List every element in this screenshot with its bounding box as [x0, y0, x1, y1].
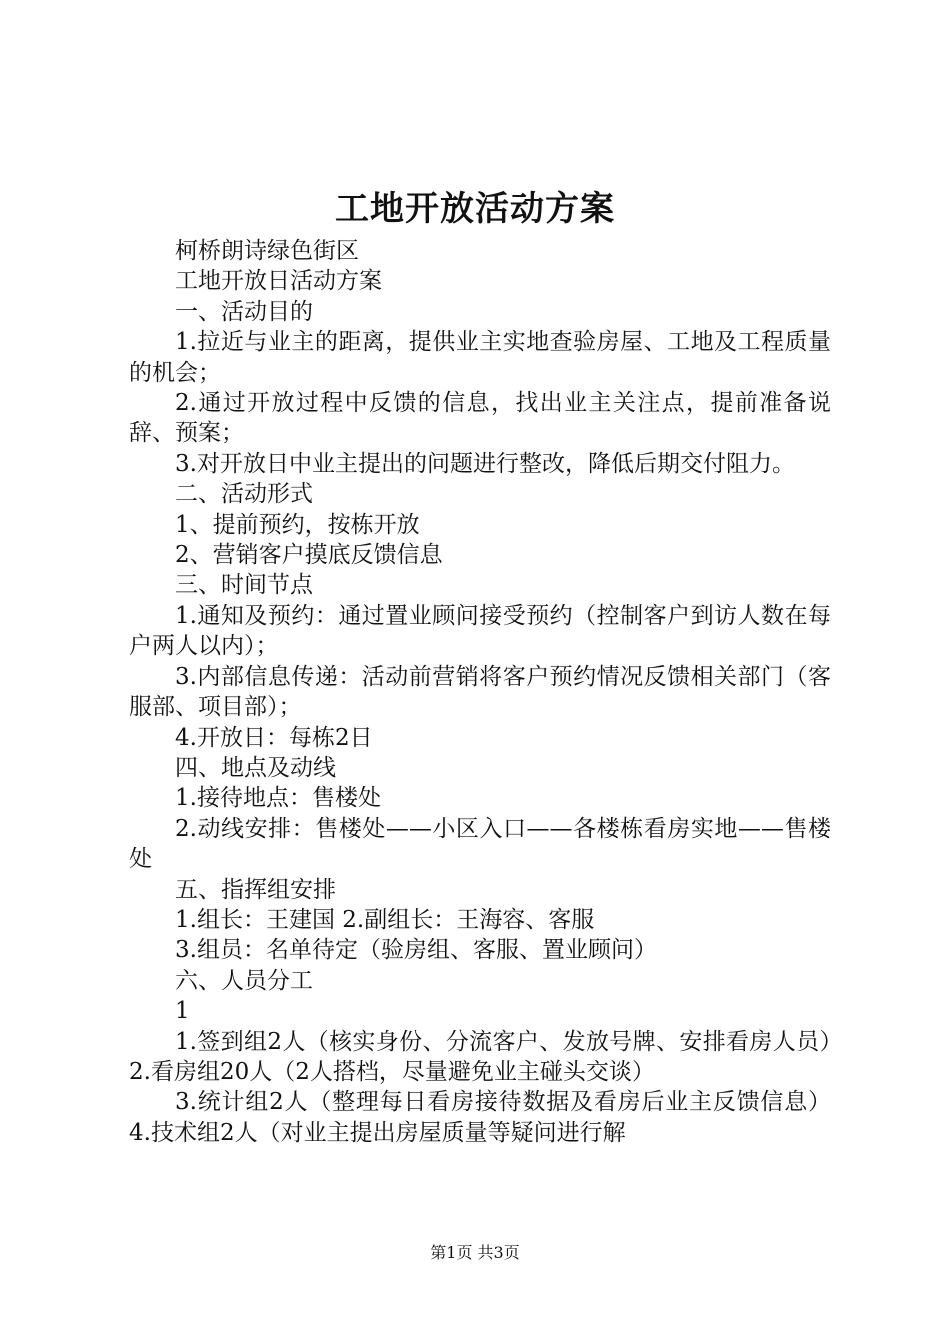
paragraph-timeline-1: 1.通知及预约：通过置业顾问接受预约（控制客户到访人数在每户两人以内）； [129, 602, 831, 660]
section-heading-timeline: 三、时间节点 [175, 572, 313, 599]
paragraph-plan-title: 工地开放日活动方案 [175, 268, 382, 295]
paragraph-command-1: 1.组长：王建国 2.副组长：王海容、客服 [175, 906, 595, 933]
section-heading-staffing: 六、人员分工 [175, 967, 313, 994]
paragraph-staffing-number: 1 [175, 998, 190, 1025]
paragraph-staffing-1: 1.签到组2人（核实身份、分流客户、发放号牌、安排看房人员）2.看房组20人（2人搭档，尽量避免业主碰头交谈） [129, 1028, 831, 1085]
section-heading-format: 二、活动形式 [175, 481, 313, 508]
paragraph-purpose-1: 1.拉近与业主的距离，提供业主实地查验房屋、工地及工程质量的机会； [129, 329, 831, 386]
paragraph-timeline-3: 3.内部信息传递：活动前营销将客户预约情况反馈相关部门（客服部、项目部）； [129, 663, 831, 721]
page-footer: 第1页 共3页 [430, 1243, 520, 1262]
paragraph-purpose-2: 2.通过开放过程中反馈的信息，找出业主关注点，提前准备说辞、预案； [129, 390, 831, 447]
paragraph-format-1: 1、提前预约，按栋开放 [175, 511, 420, 538]
section-heading-purpose: 一、活动目的 [175, 298, 313, 325]
paragraph-staffing-3: 3.统计组2人（整理每日看房接待数据及看房后业主反馈信息）4.技术组2人（对业主提出房屋质量等疑问进行解 [129, 1089, 831, 1146]
document-body [129, 236, 831, 1148]
paragraph-location-2: 2.动线安排：售楼处——小区入口——各楼栋看房实地——售楼处 [129, 815, 831, 873]
document-title: 工地开放活动方案 [335, 189, 615, 229]
paragraph-command-3: 3.组员：名单待定（验房组、客服、置业顾问） [175, 937, 657, 964]
paragraph-purpose-3: 3.对开放日中业主提出的问题进行整改，降低后期交付阻力。 [175, 450, 795, 477]
paragraph-timeline-4: 4.开放日：每栋2日 [175, 724, 373, 751]
section-heading-location: 四、地点及动线 [175, 754, 336, 781]
paragraph-format-2: 2、营销客户摸底反馈信息 [175, 542, 443, 569]
section-heading-command: 五、指挥组安排 [175, 876, 336, 903]
paragraph-project-name: 柯桥朗诗绿色街区 [175, 238, 359, 264]
paragraph-location-1: 1.接待地点：售楼处 [175, 785, 381, 812]
